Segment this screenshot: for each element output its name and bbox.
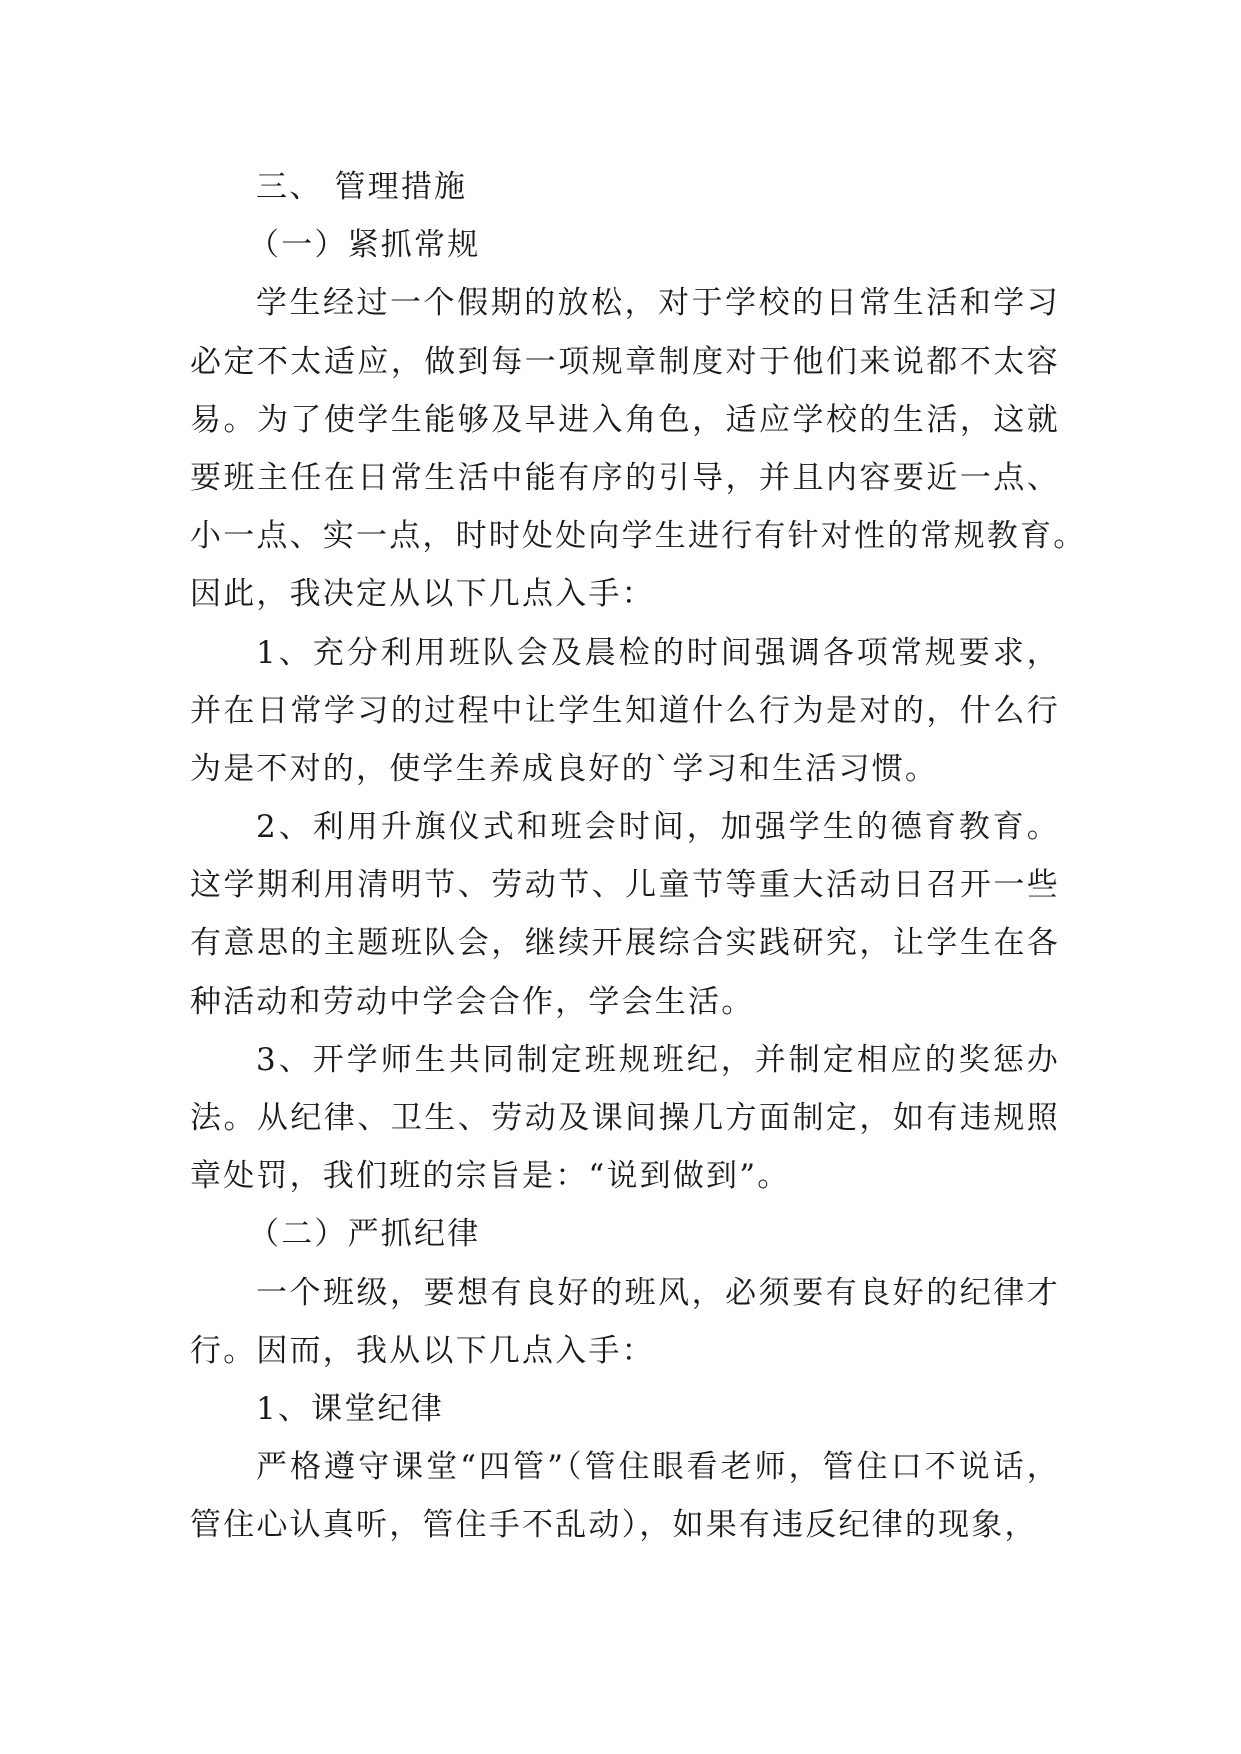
list-item-line: 种活动和劳动中学会合作，学会生活。 [190,983,755,1020]
list-item-line: 3、开学师生共同制定班规班纪，并制定相应的奖惩办 [256,1041,1060,1078]
list-item-line: 这学期利用清明节、劳动节、儿童节等重大活动日召开一些 [190,867,1060,904]
paragraph-line: 因此，我决定从以下几点入手： [190,576,655,613]
list-item-line: 为是不对的，使学生养成良好的`学习和生活习惯。 [190,750,939,787]
paragraph-line: 小一点、实一点，时时处处向学生进行有针对性的常规教育。 [190,518,1087,555]
list-item-line: 法。从纪律、卫生、劳动及课间操几方面制定，如有违规照 [190,1100,1060,1136]
paragraph-line: 管住心认真听，管住手不乱动），如果有违反纪律的现象， [190,1507,1038,1544]
list-item-line: 章处罚，我们班的宗旨是：“说到做到”。 [190,1158,791,1195]
subsection-heading-1: （一）紧抓常规 [248,227,481,264]
paragraph-line: 易。为了使学生能够及早进入角色，适应学校的生活，这就 [190,401,1060,438]
paragraph-line: 严格遵守课堂“四管”（管住眼看老师，管住口不说话， [256,1449,1060,1486]
section-heading: 三、 管理措施 [256,169,468,205]
list-item-line: 1、充分利用班队会及晨检的时间强调各项常规要求， [256,634,1060,671]
paragraph-line: 要班主任在日常生活中能有序的引导，并且内容要近一点、 [190,459,1060,496]
paragraph-line: 一个班级，要想有良好的班风，必须要有良好的纪律才 [256,1274,1060,1311]
list-item-line: 有意思的主题班队会，继续开展综合实践研究，让学生在各 [190,925,1060,962]
list-item-line: 2、利用升旗仪式和班会时间，加强学生的德育教育。 [256,809,1060,846]
subsection-heading-2: （二）严抓纪律 [248,1216,481,1253]
paragraph-line: 学生经过一个假期的放松，对于学校的日常生活和学习 [256,285,1060,322]
list-item-line: 并在日常学习的过程中让学生知道什么行为是对的，什么行 [190,692,1060,729]
document-body [190,158,1087,1555]
paragraph-line: 行。因而，我从以下几点入手： [190,1332,655,1369]
paragraph-line: 必定不太适应，做到每一项规章制度对于他们来说都不太容 [190,343,1060,380]
list-item-heading: 1、课堂纪律 [256,1390,444,1427]
